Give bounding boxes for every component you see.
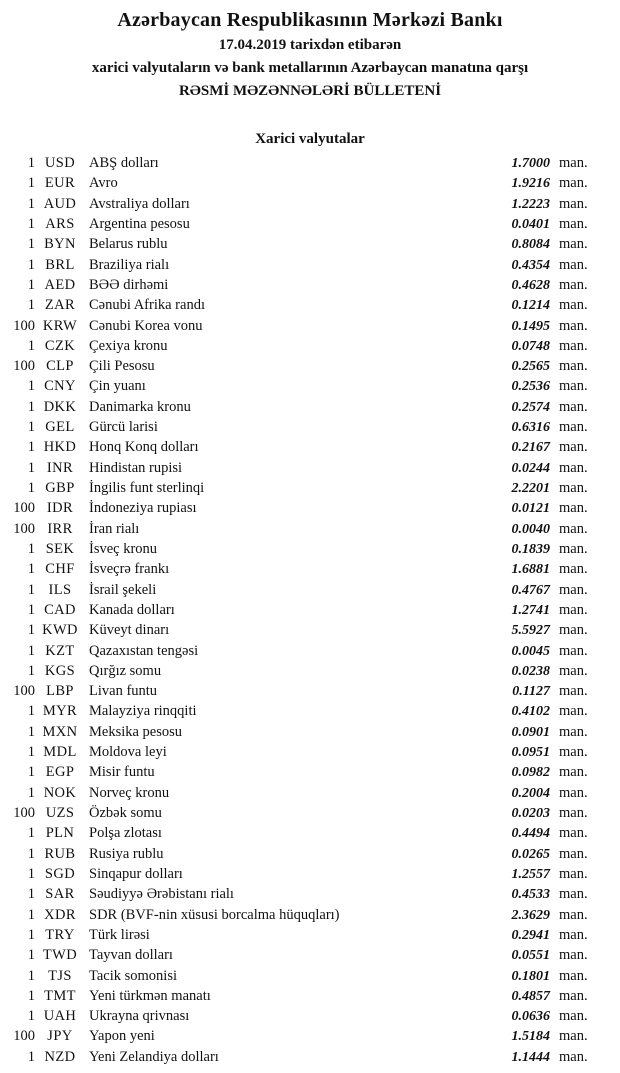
qty-cell: 1 [27, 642, 35, 659]
qty-cell: 1 [27, 276, 35, 293]
name-cell: Tayvan dolları [89, 947, 173, 964]
name-cell: Türk lirəsi [89, 926, 150, 943]
rate-cell: 0.2941 [511, 927, 550, 943]
code-cell: IRR [47, 520, 73, 537]
rate-cell: 0.2536 [511, 379, 550, 395]
name-cell: İsrail şekeli [89, 581, 157, 598]
code-cell: ZAR [44, 297, 76, 314]
unit-cell: man. [559, 581, 588, 598]
currency-row [0, 397, 620, 417]
name-cell: Yeni Zelandiya dolları [89, 1048, 219, 1065]
unit-cell: man. [559, 744, 588, 761]
code-cell: MXN [42, 723, 78, 740]
unit-cell: man. [559, 195, 588, 212]
qty-cell: 1 [27, 906, 35, 923]
code-cell: BRL [45, 256, 75, 273]
qty-cell: 1 [27, 926, 35, 943]
currency-row [0, 925, 620, 945]
rate-cell: 0.0551 [511, 948, 550, 964]
currency-row [0, 376, 620, 396]
rate-cell: 0.0238 [511, 663, 550, 679]
unit-cell: man. [559, 480, 588, 496]
qty-cell: 1 [27, 236, 35, 253]
qty-cell: 100 [13, 683, 35, 700]
name-cell: İran rialı [89, 520, 140, 537]
rate-cell: 0.0244 [511, 460, 550, 476]
unit-cell: man. [559, 337, 588, 354]
currency-row [0, 539, 620, 559]
currency-row [0, 600, 620, 620]
name-cell: Çexiya kronu [89, 337, 168, 354]
unit-cell: man. [559, 805, 588, 821]
currency-row [0, 275, 620, 295]
currency-row [0, 722, 620, 742]
currency-row [0, 844, 620, 864]
rate-cell: 2.2201 [511, 481, 550, 496]
unit-cell: man. [559, 398, 588, 415]
name-cell: Avro [89, 175, 118, 192]
name-cell: Qazaxıstan tengəsi [89, 642, 199, 659]
name-cell: Rusiya rublu [89, 845, 164, 862]
currency-row [0, 173, 620, 193]
unit-cell: man. [559, 236, 588, 253]
currency-row [0, 356, 620, 376]
rate-cell: 1.2223 [511, 196, 550, 212]
qty-cell: 100 [13, 500, 35, 517]
name-cell: Yapon yeni [89, 1028, 155, 1045]
qty-cell: 1 [27, 865, 35, 882]
code-cell: CNY [44, 378, 76, 395]
unit-cell: man. [559, 419, 588, 436]
code-cell: NOK [43, 784, 77, 801]
unit-cell: man. [559, 215, 588, 232]
unit-cell: man. [559, 276, 588, 293]
currency-row [0, 255, 620, 275]
unit-cell: man. [559, 723, 588, 740]
code-cell: AED [44, 276, 76, 293]
name-cell: İngilis funt sterlinqi [89, 480, 205, 496]
currency-row [0, 559, 620, 579]
rate-cell: 2.3629 [511, 907, 550, 923]
currency-row [0, 742, 620, 762]
qty-cell: 100 [13, 520, 35, 537]
code-cell: MDL [43, 744, 77, 761]
rate-cell: 0.8084 [511, 237, 550, 253]
bulletin-subtitle: xarici valyutaların və bank metallarının Azərbaycan manatına qarşı [91, 60, 529, 76]
qty-cell: 1 [27, 662, 35, 679]
name-cell: Kanada dolları [89, 601, 175, 618]
unit-cell: man. [559, 601, 588, 618]
effective-date: 17.04.2019 tarixdən etibarən [218, 37, 402, 53]
code-cell: KZT [45, 642, 75, 659]
code-cell: EUR [44, 175, 76, 192]
rate-cell: 1.9216 [511, 176, 550, 192]
bulletin-title: RƏSMİ MƏZƏNNƏLƏRİ BÜLLETENİ [178, 83, 442, 99]
code-cell: INR [46, 459, 74, 476]
code-cell: TJS [48, 967, 72, 984]
qty-cell: 1 [27, 764, 35, 781]
qty-cell: 1 [27, 967, 35, 984]
qty-cell: 1 [27, 947, 35, 964]
currency-row [0, 762, 620, 782]
code-cell: USD [44, 155, 76, 171]
name-cell: Misir funtu [89, 764, 155, 781]
rate-cell: 0.2574 [511, 399, 550, 415]
currency-row [0, 519, 620, 539]
code-cell: JPY [47, 1028, 73, 1045]
code-cell: SGD [44, 865, 76, 882]
unit-cell: man. [559, 317, 588, 334]
code-cell: CHF [45, 561, 75, 578]
unit-cell: man. [559, 1048, 588, 1065]
qty-cell: 1 [27, 723, 35, 740]
qty-cell: 1 [27, 581, 35, 598]
unit-cell: man. [559, 155, 588, 171]
name-cell: Cənubi Korea vonu [89, 317, 203, 334]
section-title: Xarici valyutalar [255, 131, 365, 147]
currency-row [0, 783, 620, 803]
currency-row [0, 905, 620, 925]
name-cell: Argentina pesosu [89, 215, 190, 232]
qty-cell: 1 [27, 1008, 35, 1025]
currency-row [0, 1047, 620, 1067]
qty-cell: 1 [27, 439, 35, 456]
code-cell: PLN [45, 825, 75, 842]
unit-cell: man. [559, 540, 588, 557]
currency-row [0, 641, 620, 661]
unit-cell: man. [559, 439, 588, 456]
unit-cell: man. [559, 987, 588, 1004]
name-cell: Malayziya rinqqiti [89, 703, 197, 720]
code-cell: UAH [43, 1008, 77, 1025]
unit-cell: man. [559, 256, 588, 273]
name-cell: Avstraliya dolları [89, 195, 190, 212]
qty-cell: 1 [27, 297, 35, 314]
unit-cell: man. [559, 500, 588, 517]
qty-cell: 1 [27, 561, 35, 578]
unit-cell: man. [559, 825, 588, 842]
currency-row [0, 458, 620, 478]
name-cell: Səudiyyə Ərəbistanı rialı [89, 886, 234, 903]
currency-row [0, 214, 620, 234]
rate-cell: 0.0040 [511, 521, 550, 537]
name-cell: Norveç kronu [89, 784, 170, 801]
unit-cell: man. [559, 886, 588, 903]
code-cell: GBP [45, 480, 75, 496]
currency-row [0, 701, 620, 721]
unit-cell: man. [559, 378, 588, 395]
currency-row [0, 823, 620, 843]
code-cell: HKD [43, 439, 77, 456]
name-cell: BƏƏ dirhəmi [89, 276, 169, 293]
currency-row [0, 194, 620, 214]
qty-cell: 1 [27, 419, 35, 436]
currency-row [0, 681, 620, 701]
qty-cell: 1 [27, 195, 35, 212]
rate-cell: 0.1127 [512, 684, 550, 700]
unit-cell: man. [559, 926, 588, 943]
name-cell: Gürcü larisi [89, 419, 158, 436]
currency-row [0, 661, 620, 681]
qty-cell: 100 [13, 317, 35, 334]
unit-cell: man. [559, 1028, 588, 1045]
unit-cell: man. [559, 703, 588, 720]
qty-cell: 1 [27, 175, 35, 192]
code-cell: TRY [45, 926, 75, 943]
bulletin-header [0, 0, 620, 103]
qty-cell: 1 [27, 337, 35, 354]
rate-cell: 0.4628 [511, 277, 550, 293]
rate-cell: 0.0401 [511, 216, 550, 232]
rate-cell: 0.4494 [511, 826, 550, 842]
currency-row [0, 803, 620, 823]
currency-row [0, 234, 620, 254]
name-cell: İsveç kronu [89, 540, 158, 557]
currency-row [0, 945, 620, 965]
rate-cell: 0.1801 [511, 968, 550, 984]
code-cell: XDR [44, 906, 76, 923]
unit-cell: man. [559, 1008, 588, 1025]
currency-row [0, 620, 620, 640]
unit-cell: man. [559, 967, 588, 984]
unit-cell: man. [559, 520, 588, 537]
name-cell: Küveyt dinarı [89, 622, 170, 639]
rate-cell: 0.0901 [511, 724, 550, 740]
code-cell: ARS [45, 215, 75, 232]
name-cell: İsveçrə frankı [89, 561, 170, 578]
currency-row [0, 580, 620, 600]
qty-cell: 100 [13, 805, 35, 821]
qty-cell: 1 [27, 784, 35, 801]
bank-title: Azərbaycan Respublikasının Mərkəzi Bankı [117, 9, 503, 31]
qty-cell: 1 [27, 601, 35, 618]
code-cell: ILS [48, 581, 72, 598]
currency-row [0, 478, 620, 498]
rate-cell: 0.4102 [511, 704, 550, 720]
currency-row [0, 1026, 620, 1046]
rate-cell: 0.0951 [511, 745, 550, 761]
name-cell: Cənubi Afrika randı [89, 297, 205, 314]
qty-cell: 1 [27, 540, 35, 557]
qty-cell: 1 [27, 459, 35, 476]
currency-row [0, 437, 620, 457]
code-cell: CLP [46, 358, 74, 375]
rate-cell: 0.4354 [511, 257, 550, 273]
rate-cell: 0.1839 [511, 541, 550, 557]
qty-cell: 1 [27, 744, 35, 761]
rate-cell: 0.1495 [511, 318, 550, 334]
unit-cell: man. [559, 459, 588, 476]
rate-cell: 0.6316 [511, 420, 550, 436]
rate-cell: 0.2565 [511, 359, 550, 375]
qty-cell: 1 [27, 886, 35, 903]
qty-cell: 1 [27, 845, 35, 862]
rate-cell: 0.0203 [511, 806, 550, 821]
rate-cell: 1.2557 [511, 866, 550, 882]
code-cell: SAR [45, 886, 75, 903]
name-cell: Çin yuanı [89, 378, 146, 395]
currency-row [0, 295, 620, 315]
name-cell: Danimarka kronu [89, 398, 191, 415]
qty-cell: 1 [27, 703, 35, 720]
unit-cell: man. [559, 784, 588, 801]
currency-row [0, 966, 620, 986]
name-cell: Hindistan rupisi [89, 459, 183, 476]
unit-cell: man. [559, 764, 588, 781]
unit-cell: man. [559, 297, 588, 314]
qty-cell: 1 [27, 378, 35, 395]
unit-cell: man. [559, 845, 588, 862]
rate-cell: 0.0748 [511, 338, 550, 354]
code-cell: CAD [44, 601, 76, 618]
qty-cell: 1 [27, 256, 35, 273]
unit-cell: man. [559, 622, 588, 639]
currency-row [0, 316, 620, 336]
rate-cell: 0.2167 [511, 440, 550, 456]
code-cell: TWD [42, 947, 78, 964]
name-cell: Yeni türkmən manatı [89, 987, 211, 1004]
qty-cell: 1 [27, 215, 35, 232]
qty-cell: 1 [27, 622, 35, 639]
code-cell: UZS [45, 805, 75, 821]
name-cell: Tacik somonisi [89, 967, 177, 984]
rate-cell: 1.2741 [511, 602, 550, 618]
rate-cell: 0.4857 [511, 988, 550, 1004]
rate-cell: 1.5184 [511, 1029, 550, 1045]
qty-cell: 1 [27, 987, 35, 1004]
currency-row [0, 884, 620, 904]
name-cell: Braziliya rialı [89, 256, 170, 273]
rate-cell: 0.4767 [511, 582, 550, 598]
name-cell: Meksika pesosu [89, 723, 183, 740]
rate-cell: 0.0265 [511, 846, 550, 862]
qty-cell: 1 [27, 825, 35, 842]
code-cell: CZK [44, 337, 76, 354]
rate-cell: 5.5927 [511, 623, 550, 639]
code-cell: GEL [45, 419, 75, 436]
currency-row [0, 864, 620, 884]
name-cell: ABŞ dolları [89, 155, 159, 171]
code-cell: KGS [44, 662, 76, 679]
currency-row [0, 417, 620, 437]
unit-cell: man. [559, 906, 588, 923]
qty-cell: 1 [27, 1048, 35, 1065]
rates-table [0, 153, 620, 1067]
code-cell: NZD [44, 1048, 76, 1065]
name-cell: İndoneziya rupiası [89, 500, 197, 517]
rate-cell: 0.0045 [511, 643, 550, 659]
unit-cell: man. [559, 865, 588, 882]
qty-cell: 100 [13, 1028, 35, 1045]
code-cell: DKK [43, 398, 77, 415]
unit-cell: man. [559, 561, 588, 578]
rate-cell: 1.1444 [511, 1049, 550, 1065]
code-cell: EGP [45, 764, 75, 781]
rate-cell: 0.0636 [511, 1009, 550, 1025]
name-cell: SDR (BVF-nin xüsusi borcalma hüquqları) [89, 906, 340, 923]
name-cell: Sinqapur dolları [89, 865, 183, 882]
code-cell: RUB [44, 845, 76, 862]
qty-cell: 100 [13, 358, 35, 375]
unit-cell: man. [559, 175, 588, 192]
name-cell: Livan funtu [89, 683, 158, 700]
unit-cell: man. [559, 358, 588, 375]
name-cell: Qırğız somu [89, 662, 162, 679]
rate-cell: 1.7000 [511, 156, 550, 171]
currency-row [0, 986, 620, 1006]
unit-cell: man. [559, 662, 588, 679]
name-cell: Polşa zlotası [89, 825, 162, 842]
rate-cell: 0.2004 [511, 785, 550, 801]
name-cell: Honq Konq dolları [89, 439, 199, 456]
code-cell: SEK [45, 540, 75, 557]
qty-cell: 1 [27, 155, 35, 171]
currency-row [0, 153, 620, 173]
code-cell: KWD [42, 622, 78, 639]
unit-cell: man. [559, 642, 588, 659]
name-cell: Ukrayna qrivnası [89, 1008, 190, 1025]
currency-row [0, 336, 620, 356]
name-cell: Özbək somu [89, 805, 162, 821]
name-cell: Belarus rublu [89, 236, 168, 253]
code-cell: TMT [44, 987, 76, 1004]
qty-cell: 1 [27, 398, 35, 415]
name-cell: Çili Pesosu [89, 358, 155, 375]
code-cell: MYR [42, 703, 78, 720]
rate-cell: 1.6881 [511, 562, 550, 578]
currency-row [0, 498, 620, 518]
qty-cell: 1 [27, 480, 35, 496]
rate-cell: 0.0982 [511, 765, 550, 781]
currency-row [0, 1006, 620, 1026]
unit-cell: man. [559, 683, 588, 700]
code-cell: AUD [43, 195, 77, 212]
rate-cell: 0.0121 [511, 501, 550, 517]
unit-cell: man. [559, 947, 588, 964]
code-cell: IDR [46, 500, 74, 517]
rate-cell: 0.1214 [511, 298, 550, 314]
rate-cell: 0.4533 [511, 887, 550, 903]
code-cell: KRW [42, 317, 78, 334]
code-cell: BYN [44, 236, 76, 253]
code-cell: LBP [46, 683, 74, 700]
name-cell: Moldova leyi [89, 744, 167, 761]
